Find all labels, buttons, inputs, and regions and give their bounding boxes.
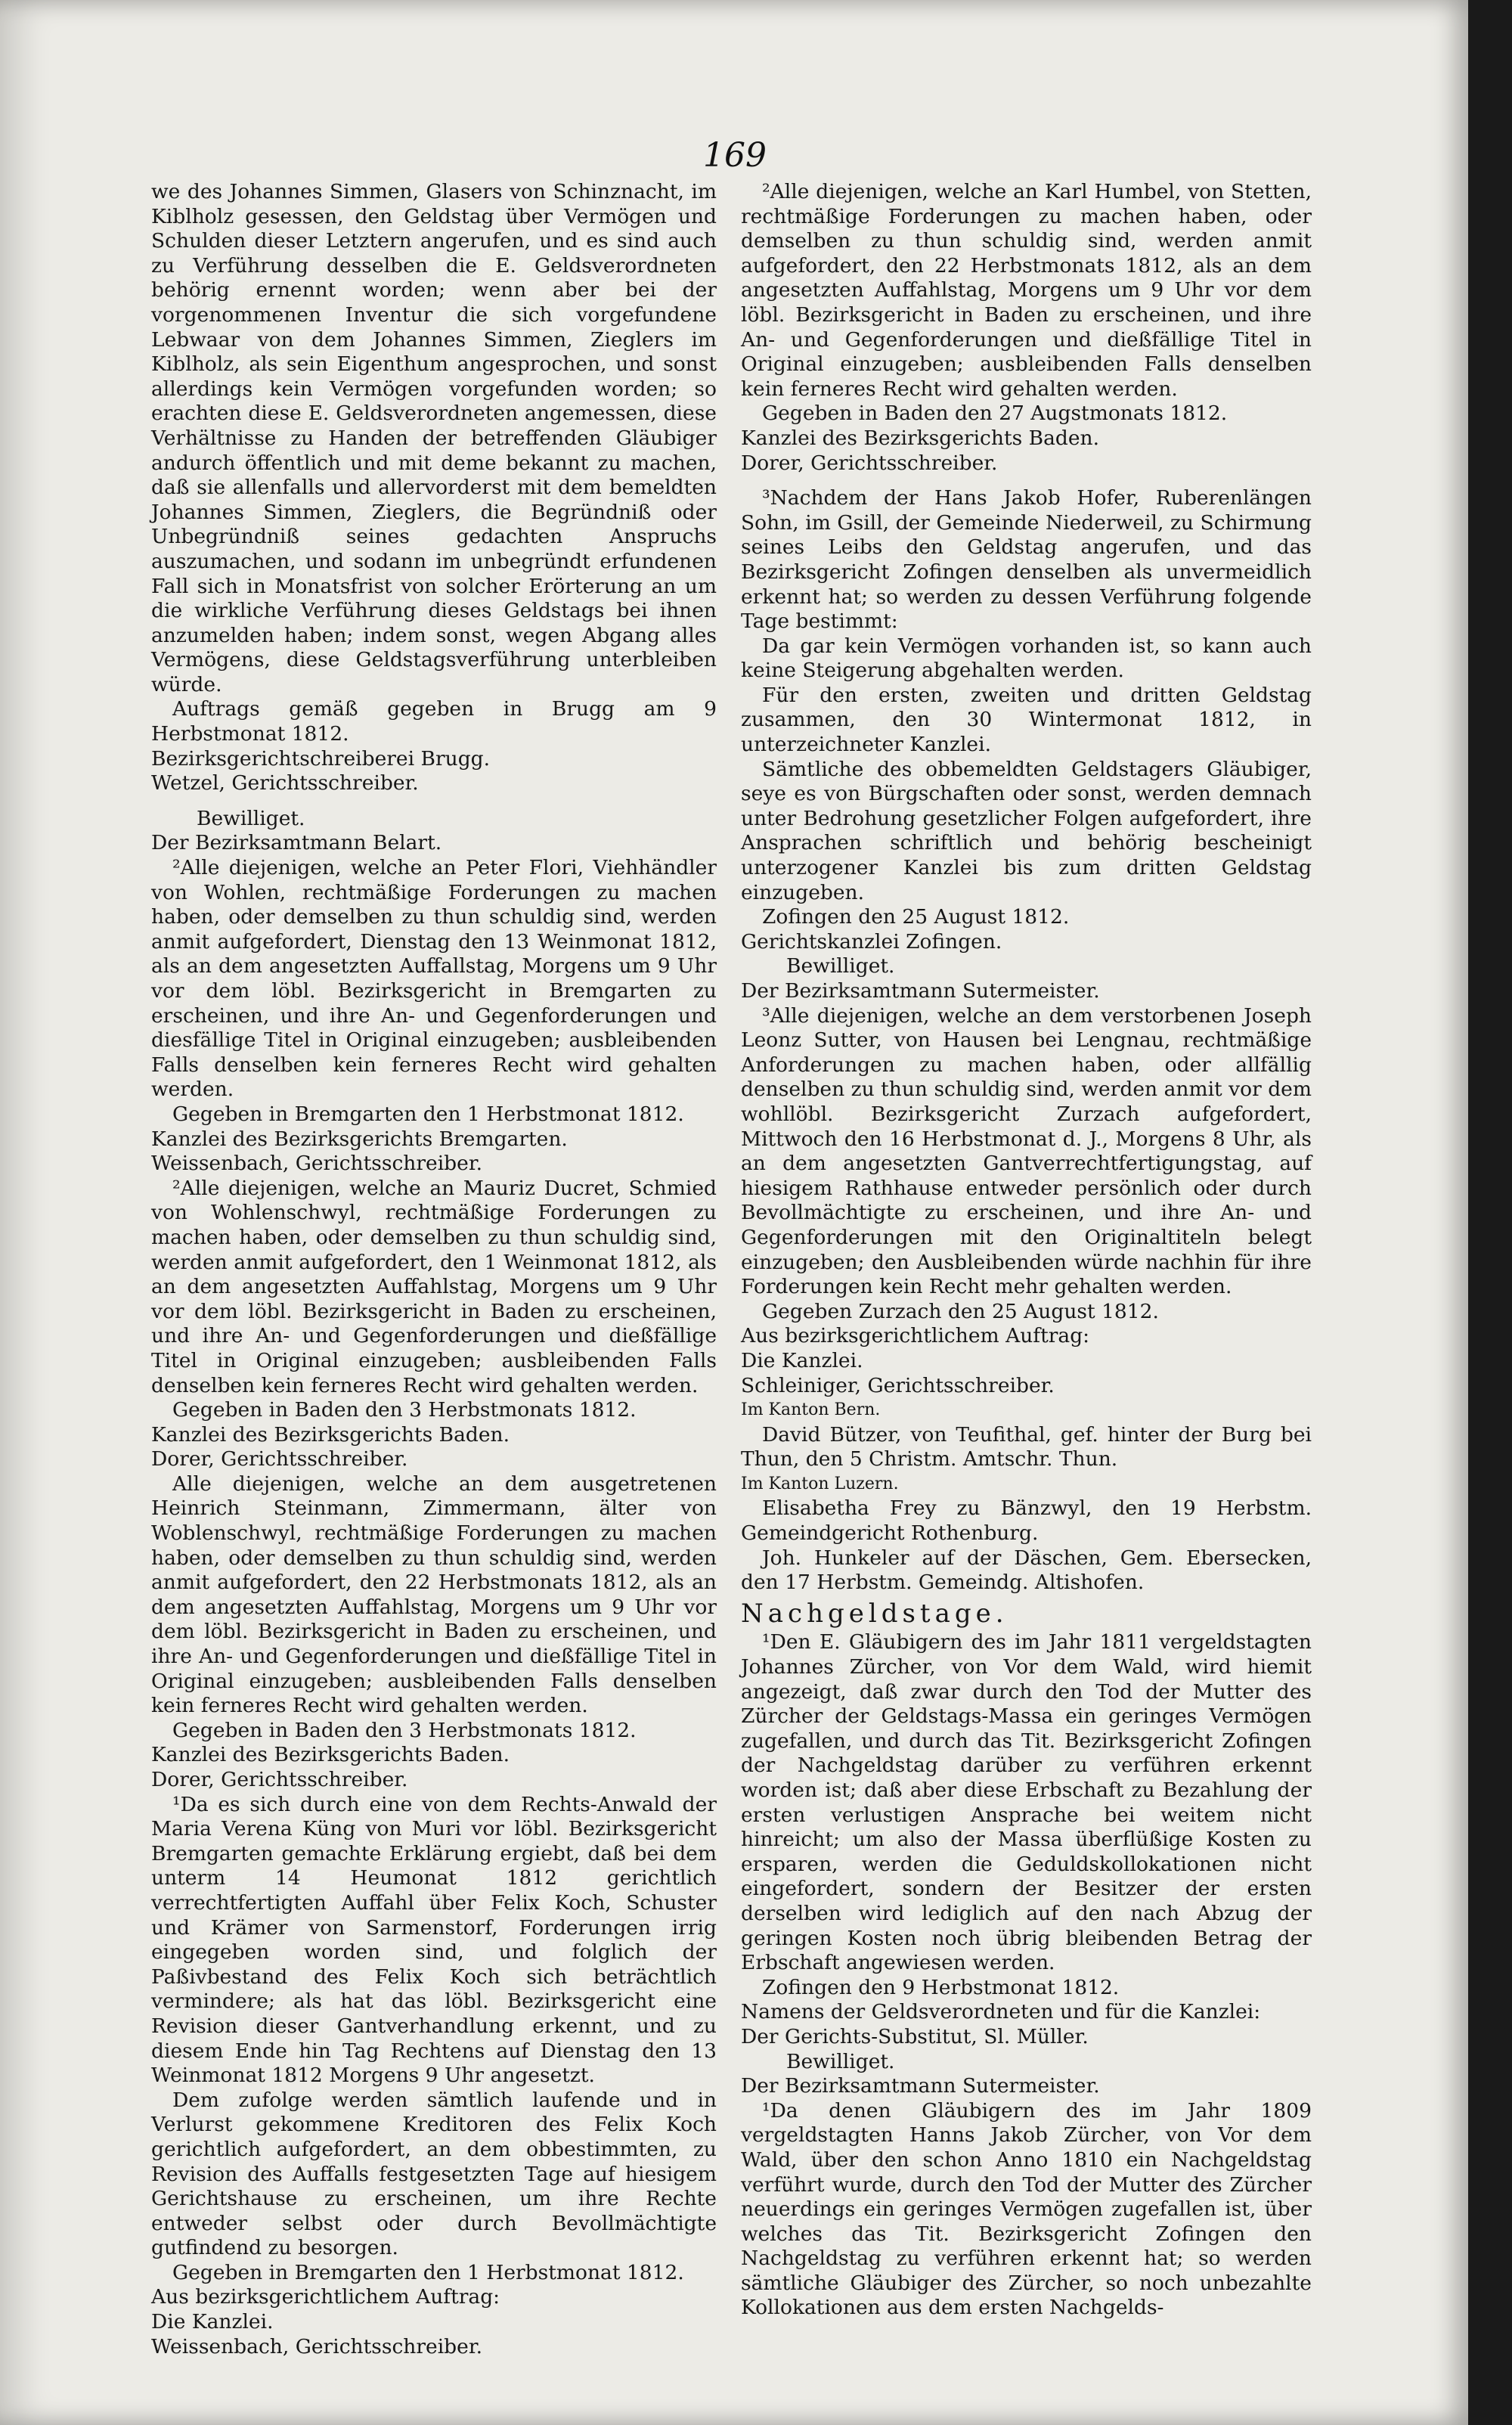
paragraph: Dem zufolge werden sämtlich laufende und in Verlurst gekommene Kreditoren des Felix Koch gerichtlich aufgefordert, an dem obbestimmten, zu Revision des Auffalls festgesetzten Tage auf hiesigem Gerichtshause zu erscheinen, um ihre Rechte entweder selbst oder durch Bevollmächtigte gutfindend zu besorgen. <box>151 2088 717 2260</box>
official-line: Der Bezirksamtmann Belart. <box>151 831 442 855</box>
paragraph: Alle diejenigen, welche an dem ausgetretenen Heinrich Steinmann, Zimmermann, älter von Woblenschwyl, rechtmäßige Forderungen zu machen haben, oder demselben zu thun schuldig sind, werden anmit aufgefordert, den 22 Herbstmonats 1812, als an dem angesetzten Auffahlstag, Morgens um 9 Uhr vor dem löbl. Bezirksgericht in Baden zu erscheinen, und ihre An- und Gegenforderungen und dießfällige Titel in Original einzugeben; ausbleibenden Falls denselben kein ferneres Recht wird gehalten werden. <box>151 1471 717 1718</box>
page-number: 169 <box>703 136 767 175</box>
official-line: Der Bezirksamtmann Sutermeister. <box>741 2074 1100 2098</box>
paragraph: Für den ersten, zweiten und dritten Geldstag zusammen, den 30 Wintermonat 1812, in unterzeichneter Kanzlei. <box>741 683 1312 757</box>
paragraph: ³Alle diejenigen, welche an dem verstorbenen Joseph Leonz Sutter, von Hausen bei Lengnau, rechtmäßige Anforderungen zu machen haben, oder allfällig denselben zu thun schuldig sind, werden anmit vor dem wohllöbl. Bezirksgericht Zurzach aufgefordert, Mittwoch den 16 Herbstmonat d. J., Morgens 8 Uhr, als an dem angesetzten Gantverrechtfertigungstag, auf hiesigem Rathhause entweder persönlich oder durch Bevollmächtigte zu erscheinen, und ihre An- und Gegenforderungen mit den Originaltiteln belegt einzugeben; den Ausbleibenden würde nachhin für ihre Forderungen kein Recht mehr gehalten werden. <box>741 1003 1312 1299</box>
official-line: Der Bezirksamtmann Sutermeister. <box>741 979 1100 1003</box>
paragraph: Zofingen den 9 Herbstmonat 1812. <box>762 1975 1120 1999</box>
paragraph: Zofingen den 25 August 1812. <box>762 905 1070 929</box>
paragraph: ¹Da es sich durch eine von dem Rechts-Anwald der Maria Verena Küng von Muri vor löbl. Bezirksgericht Bremgarten gemachte Erklärung ergiebt, daß bei dem unterm 14 Heumonat 1812 gerichtlich verrechtfertigten Auffahl über Felix Koch, Schuster und Krämer von Sarmenstorf, Forderungen irrig eingegeben worden sind, und folglich der Paßivbestand des Felix Koch sich beträchtlich vermindere; als hat das löbl. Bezirksgericht eine Revision dieser Gantverhandlung erkennt, und zu diesem Ende hin Tag Rechtens auf Dienstag den 13 Weinmonat 1812 Morgens 9 Uhr angesetzt. <box>151 1792 717 2088</box>
paragraph: Sämtliche des obbemeldten Geldstagers Gläubiger, seye es von Bürgschaften oder sonst, werden demnach unter Bedrohung gesetzlicher Folgen aufgefordert, ihre Ansprachen schriftlich und behörig bescheinigt unterzogener Kanzlei bis zum dritten Geldstag einzugeben. <box>741 757 1312 904</box>
signature-line: Dorer, Gerichtsschreiber. <box>151 1447 408 1471</box>
signature-line: Weissenbach, Gerichtsschreiber. <box>151 1152 483 1176</box>
signature-line: Kanzlei des Bezirksgerichts Baden. <box>741 426 1100 450</box>
paragraph: Auftrags gemäß gegeben in Brugg am 9 Herbstmonat 1812. <box>151 697 717 746</box>
signature-line: Aus bezirksgerichtlichem Auftrag: <box>741 1324 1090 1348</box>
paragraph: Gegeben in Bremgarten den 1 Herbstmonat 1812. <box>172 2260 684 2284</box>
paragraph: Gegeben Zurzach den 25 August 1812. <box>762 1299 1159 1323</box>
approval-note: Bewilliget. <box>197 806 305 830</box>
section-label: Im Kanton Bern. <box>741 1400 881 1420</box>
signature-line: Kanzlei des Bezirksgerichts Bremgarten. <box>151 1127 568 1151</box>
paragraph: ²Alle diejenigen, welche an Peter Flori, Viehhändler von Wohlen, rechtmäßige Forderungen zu machen haben, oder demselben zu thun schuldig sind, werden anmit aufgefordert, Dienstag den 13 Weinmonat 1812, als an dem angesetzten Auffallstag, Morgens um 9 Uhr vor dem löbl. Bezirksgericht in Bremgarten zu erscheinen, und ihre An- und Gegenforderungen und diesfällige Titel in Original einzugeben; ausbleibenden Falls denselben kein ferneres Recht wird gehalten werden. <box>151 856 717 1102</box>
paragraph: ¹Da denen Gläubigern des im Jahr 1809 vergeldstagten Hanns Jakob Zürcher, von Vor dem Wald, über den schon Anno 1810 ein Nachgeldstag verführt wurde, durch den Tod der Mutter des Zürcher neuerdings ein geringes Vermögen zugefallen ist, über welches das Tit. Bezirksgericht Zofingen den Nachgeldstag zu verführen erkennt hat; so werden sämtliche Gläubiger des Zürcher, so noch unbezahlte Kollokationen aus dem ersten Nachgelds- <box>741 2098 1312 2320</box>
paragraph: we des Johannes Simmen, Glasers von Schinznacht, im Kiblholz gesessen, den Geldstag über Vermögen und Schulden dieser Letztern angerufen, und es sind auch zu Verführung desselben die E. Geldsverordneten behörig ernennt worden; wenn aber bei der vorgenommenen Inventur die sich vorgefundene Lebwaar von dem Johannes Simmen, Zieglers im Kiblholz, als sein Eigenthum angesprochen, und sonst allerdings kein Vermögen vorgefunden worden; so erachten diese E. Geldsverordneten angemessen, diese Verhältnisse zu Handen der betreffenden Gläubiger andurch öffentlich und mit deme bekannt zu machen, daß sie allenfalls und allervorderst mit dem bemeldten Johannes Simmen, Zieglers, die Begründniß oder Unbegründniß seines gedachten Anspruchs auszumachen, und sodann im unbegründt erfundenen Fall sich in Monatsfrist von solcher Erörterung an um die wirkliche Verführung dieses Geldstags bei ihnen anzumelden haben; indem sonst, wegen Abgang alles Vermögens, diese Geldstagsverführung unterbleiben würde. <box>151 180 717 696</box>
signature-line: Kanzlei des Bezirksgerichts Baden. <box>151 1422 510 1447</box>
signature-line: Kanzlei des Bezirksgerichts Baden. <box>151 1743 510 1767</box>
paragraph: Gegeben in Bremgarten den 1 Herbstmonat 1812. <box>172 1102 684 1126</box>
spacer <box>741 476 1312 486</box>
signature-line: Weissenbach, Gerichtsschreiber. <box>151 2334 483 2358</box>
paragraph: Gegeben in Baden den 3 Herbstmonats 1812. <box>172 1398 637 1422</box>
approval-note: Bewilliget. <box>786 2049 895 2073</box>
paragraph: Da gar kein Vermögen vorhanden ist, so kann auch keine Steigerung abgehalten werden. <box>741 634 1312 683</box>
paragraph: ³Nachdem der Hans Jakob Hofer, Ruberenlängen Sohn, im Gsill, der Gemeinde Niederweil, zu Schirmung seines Leibs den Geldstag angerufen, und das Bezirksgericht Zofingen denselben als unvermeidlich erkennt hat; so werden zu dessen Verführung folgende Tage bestimmt: <box>741 486 1312 634</box>
signature-line: Schleiniger, Gerichtsschreiber. <box>741 1373 1055 1397</box>
paragraph: Gegeben in Baden den 3 Herbstmonats 1812. <box>172 1718 637 1742</box>
paragraph: Elisabetha Frey zu Bänzwyl, den 19 Herbstm. Gemeindgericht Rothenburg. <box>741 1496 1312 1546</box>
signature-line: Namens der Geldsverordneten und für die Kanzlei: <box>741 2000 1261 2024</box>
paragraph: ²Alle diejenigen, welche an Karl Humbel, von Stetten, rechtmäßige Forderungen zu machen haben, oder demselben zu thun schuldig sind, werden anmit aufgefordert, den 22 Herbstmonats 1812, als an dem angesetzten Auffahlstag, Morgens um 9 Uhr vor dem löbl. Bezirksgericht in Baden zu erscheinen, und ihre An- und Gegenforderungen und dießfällige Titel in Original einzugeben; ausbleibenden Falls denselben kein ferneres Recht wird gehalten werden. <box>741 180 1312 401</box>
paragraph: David Bützer, von Teufithal, gef. hinter der Burg bei Thun, den 5 Christm. Amtschr. Thun. <box>741 1422 1312 1471</box>
approval-note: Bewilliget. <box>786 954 895 978</box>
paragraph: ¹Den E. Gläubigern des im Jahr 1811 vergeldstagten Johannes Zürcher, von Vor dem Wald, wird hiemit angezeigt, daß zwar durch den Tod der Mutter des Zürcher der Geldstags-Massa ein geringes Vermögen zugefallen, und durch das Tit. Bezirksgericht Zofingen der Nachgeldstag darüber zu verführen erkennt worden ist; daß aber diese Erbschaft zu Bezahlung der ersten verlustigen Ansprache bei weitem nicht hinreicht; um also der Massa überflüßige Kosten zu ersparen, werden die Geduldskollokationen nicht eingefordert, sondern der Besitzer der ersten derselben wird lediglich auf den nach Abzug der geringen Kosten noch übrig bleibenden Betrag der Erbschaft angewiesen werden. <box>741 1630 1312 1975</box>
paragraph: Joh. Hunkeler auf der Däschen, Gem. Ebersecken, den 17 Herbstm. Gemeindg. Altishofen. <box>741 1546 1312 1595</box>
signature-line: Bezirksgerichtschreiberei Brugg. <box>151 746 491 771</box>
signature-line: Die Kanzlei. <box>741 1348 863 1372</box>
signature-line: Der Gerichts-Substitut, Sl. Müller. <box>741 2024 1089 2048</box>
left-column <box>151 180 717 2359</box>
section-label: Im Kanton Luzern. <box>741 1474 899 1493</box>
paragraph: ²Alle diejenigen, welche an Mauriz Ducret, Schmied von Wohlenschwyl, rechtmäßige Forderungen zu machen haben, oder demselben zu thun schuldig sind, werden anmit aufgefordert, den 1 Weinmonat 1812, als an dem angesetzten Auffahlstag, Morgens um 9 Uhr vor dem löbl. Bezirksgericht in Baden zu erscheinen, und ihre An- und Gegenforderungen und dießfällige Titel in Original einzugeben; ausbleibenden Falls denselben kein ferneres Recht wird gehalten werden. <box>151 1176 717 1397</box>
signature-line: Gerichtskanzlei Zofingen. <box>741 929 1002 954</box>
signature-line: Aus bezirksgerichtlichem Auftrag: <box>151 2285 500 2309</box>
paragraph: Gegeben in Baden den 27 Augstmonats 1812. <box>762 402 1228 426</box>
signature-line: Die Kanzlei. <box>151 2310 274 2334</box>
section-heading: Nachgeldstage. <box>741 1598 1009 1629</box>
spacer <box>151 796 717 807</box>
signature-line: Dorer, Gerichtsschreiber. <box>151 1768 408 1791</box>
signature-line: Wetzel, Gerichtsschreiber. <box>151 771 419 795</box>
signature-line: Dorer, Gerichtsschreiber. <box>741 451 998 475</box>
right-column <box>741 180 1312 2321</box>
